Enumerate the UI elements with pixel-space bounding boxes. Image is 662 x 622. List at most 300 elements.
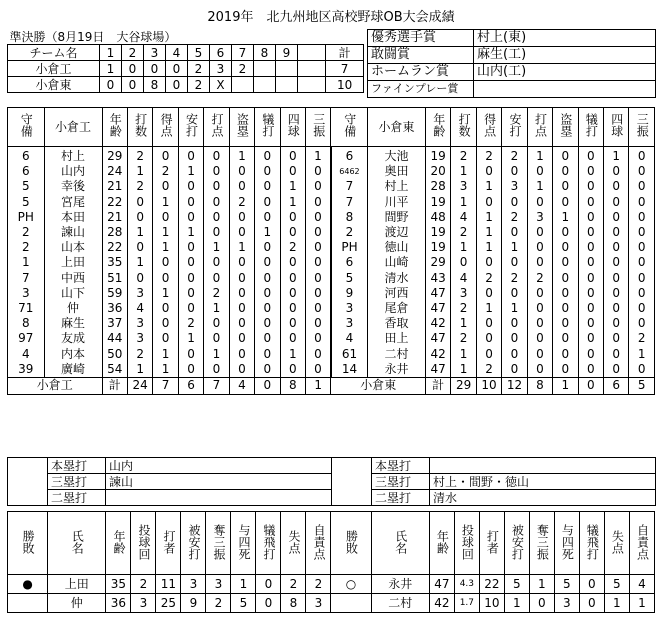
- stat-cell: 0: [229, 225, 254, 240]
- stat-cell: 1: [153, 362, 178, 378]
- player-name: 田上: [367, 331, 425, 346]
- pitching-header-sf: [579, 512, 604, 575]
- stat-cell: 2: [451, 147, 476, 165]
- stat-cell: 50: [102, 346, 127, 361]
- stat-cell: 0: [229, 255, 254, 270]
- position: 5: [331, 271, 368, 286]
- batting-header-ab-text: 打数: [457, 113, 472, 137]
- inning-score: 8: [144, 77, 166, 93]
- stat-cell: 0: [204, 147, 229, 165]
- stat-cell: 2: [204, 286, 229, 301]
- stat-cell: 19: [425, 240, 450, 255]
- stat-cell: 0: [229, 331, 254, 346]
- batting-header-runs-text: 得点: [482, 113, 497, 137]
- stat-cell: 0: [280, 301, 305, 316]
- stat-cell: 0: [153, 210, 178, 225]
- pitching-header-r-text: 失点: [286, 529, 301, 554]
- left-triple: 諫山: [106, 474, 332, 490]
- stat-cell: 0: [527, 301, 552, 316]
- stat-cell: 1: [280, 179, 305, 194]
- stat-cell: 1: [451, 316, 476, 331]
- stat-cell: 0: [502, 346, 527, 361]
- stat-cell: 47: [425, 286, 450, 301]
- pitching-stat: 3: [206, 575, 231, 594]
- batting-row: [8, 240, 655, 255]
- pitching-stat: 5: [504, 575, 529, 594]
- stat-cell: 0: [553, 346, 578, 361]
- player-name: 宮尾: [44, 195, 102, 210]
- position: PH: [331, 240, 368, 255]
- stat-cell: 0: [280, 225, 305, 240]
- stat-cell: 0: [553, 240, 578, 255]
- inning-score: 0: [166, 77, 188, 93]
- stat-cell: 0: [229, 210, 254, 225]
- pitching-stat: 42: [429, 594, 454, 613]
- total-header: 計: [326, 45, 364, 61]
- total-cell: 6: [604, 377, 629, 394]
- stat-cell: 0: [629, 179, 655, 194]
- stat-cell: 0: [178, 286, 203, 301]
- pitcher-name: 二村: [371, 594, 429, 613]
- stat-cell: 0: [553, 286, 578, 301]
- batting-header-bb-text: 四球: [609, 113, 624, 137]
- batting-row: [8, 346, 655, 361]
- stat-cell: 2: [127, 179, 152, 194]
- position: 97: [8, 331, 45, 346]
- stat-cell: 0: [604, 301, 629, 316]
- stat-cell: 29: [102, 147, 127, 165]
- player-name: 山崎: [367, 255, 425, 270]
- stat-cell: 0: [527, 195, 552, 210]
- stat-cell: 0: [255, 316, 280, 331]
- stat-cell: 19: [425, 225, 450, 240]
- inning-score: 2: [188, 61, 210, 77]
- stat-cell: 2: [502, 271, 527, 286]
- pitching-header-r: [604, 512, 629, 575]
- pitching-header-ip-text: 投球回: [136, 523, 151, 560]
- player-name: 内本: [44, 346, 102, 361]
- stat-cell: 0: [502, 316, 527, 331]
- batting-header-rbi-text: 打点: [209, 113, 224, 137]
- player-name: 渡辺: [367, 225, 425, 240]
- stat-cell: 0: [527, 331, 552, 346]
- stat-cell: 1: [153, 286, 178, 301]
- stat-cell: 2: [127, 346, 152, 361]
- batting-row: [8, 147, 655, 165]
- left-double: [106, 490, 332, 506]
- stat-cell: 0: [178, 210, 203, 225]
- stat-cell: 0: [153, 147, 178, 165]
- stat-cell: 0: [578, 195, 603, 210]
- stat-cell: 0: [553, 331, 578, 346]
- win-loss-mark: [331, 594, 371, 613]
- pitching-stat: 4: [629, 575, 654, 594]
- batting-row: [8, 195, 655, 210]
- stat-cell: 0: [629, 286, 655, 301]
- position: 2: [8, 240, 45, 255]
- stat-cell: 0: [178, 301, 203, 316]
- stat-cell: 1: [280, 346, 305, 361]
- pitching-header-h: [504, 512, 529, 575]
- batting-table: [7, 107, 655, 395]
- inning-score: 0: [100, 77, 122, 93]
- stat-cell: 0: [306, 210, 331, 225]
- inning-header: 1: [100, 45, 122, 61]
- player-name: 尾倉: [367, 301, 425, 316]
- stat-cell: 0: [629, 271, 655, 286]
- team-header: 小倉工: [44, 108, 102, 147]
- team-name: 小倉工: [8, 61, 100, 77]
- pitching-stat: 3: [554, 594, 579, 613]
- stat-cell: 0: [604, 179, 629, 194]
- pitching-header-sf-text: 犠飛打: [585, 523, 600, 560]
- total-cell: 29: [451, 377, 476, 394]
- stat-cell: 1: [127, 362, 152, 378]
- right-triple: 村上・間野・徳山: [430, 474, 656, 490]
- awards-table: [367, 29, 656, 98]
- stat-cell: 0: [306, 362, 331, 378]
- pitching-stat: 1: [529, 575, 554, 594]
- stat-cell: 1: [280, 195, 305, 210]
- batting-header-pos: [8, 108, 45, 147]
- stat-cell: 0: [280, 362, 305, 378]
- stat-cell: 0: [153, 179, 178, 194]
- stat-cell: 0: [476, 164, 501, 179]
- stat-cell: 0: [255, 362, 280, 378]
- player-name: 二村: [367, 346, 425, 361]
- stat-cell: 0: [527, 255, 552, 270]
- stat-cell: 0: [476, 286, 501, 301]
- pitching-header-bf-text: 打者: [485, 529, 500, 554]
- batting-header-sb: [229, 108, 254, 147]
- stat-cell: 4: [451, 210, 476, 225]
- stat-cell: 2: [153, 164, 178, 179]
- stat-cell: 1: [476, 179, 501, 194]
- pitching-header-sf: [256, 512, 281, 575]
- batting-header-hits-text: 安打: [184, 113, 199, 137]
- batting-header-ab: [451, 108, 476, 147]
- stat-cell: 1: [451, 362, 476, 378]
- pitching-stat: 2: [306, 575, 331, 594]
- stat-cell: 0: [476, 346, 501, 361]
- stat-cell: 44: [102, 331, 127, 346]
- inning-score: [232, 77, 254, 93]
- stat-cell: 0: [553, 271, 578, 286]
- batting-header-hits: [502, 108, 527, 147]
- inning-score: [254, 77, 276, 93]
- pitching-header-bb-text: 与四死: [236, 523, 251, 560]
- pitcher-name: 上田: [48, 575, 106, 594]
- pitching-stat: 1.7: [454, 594, 479, 613]
- inning-score: 0: [166, 61, 188, 77]
- player-name: 仲: [44, 301, 102, 316]
- position: 4: [331, 331, 368, 346]
- batting-header-runs: [476, 108, 501, 147]
- stat-cell: 0: [553, 255, 578, 270]
- stat-cell: 1: [502, 240, 527, 255]
- stat-cell: 0: [204, 225, 229, 240]
- pitching-stat: 35: [106, 575, 131, 594]
- inning-header: 7: [232, 45, 254, 61]
- batting-header-ab: [127, 108, 152, 147]
- pitcher-name: 仲: [48, 594, 106, 613]
- stat-cell: 0: [553, 147, 578, 165]
- pitching-header-bb-text: 与四死: [560, 523, 575, 560]
- spacer: [8, 490, 48, 506]
- stat-cell: 0: [255, 210, 280, 225]
- stat-cell: 0: [306, 301, 331, 316]
- position: 3: [331, 316, 368, 331]
- stat-cell: 35: [102, 255, 127, 270]
- spacer: [298, 77, 326, 93]
- pitching-table: [7, 511, 655, 613]
- stat-cell: 0: [578, 255, 603, 270]
- pitching-stat: 36: [106, 594, 131, 613]
- stat-cell: 0: [604, 240, 629, 255]
- position: 6: [8, 147, 45, 165]
- stat-cell: 0: [255, 301, 280, 316]
- stat-cell: 22: [102, 195, 127, 210]
- double-label: 二塁打: [372, 490, 430, 506]
- stat-cell: 37: [102, 316, 127, 331]
- stat-cell: 3: [527, 210, 552, 225]
- total-label: 計: [102, 377, 127, 394]
- stat-cell: 0: [178, 195, 203, 210]
- batting-header-so-text: 三振: [311, 113, 326, 137]
- pitching-stat: 2: [281, 575, 306, 594]
- stat-cell: 0: [280, 147, 305, 165]
- stat-cell: 21: [102, 210, 127, 225]
- stat-cell: 1: [127, 164, 152, 179]
- stat-cell: 47: [425, 362, 450, 378]
- stat-cell: 2: [451, 301, 476, 316]
- position: 7: [8, 271, 45, 286]
- spacer: [332, 490, 372, 506]
- pitching-header-er: [306, 512, 331, 575]
- team-header: 小倉東: [367, 108, 425, 147]
- win-loss-mark: ●: [8, 575, 48, 594]
- spacer: [332, 458, 372, 474]
- stat-cell: 0: [604, 164, 629, 179]
- batting-row: [8, 286, 655, 301]
- pitching-stat: 5: [604, 575, 629, 594]
- pitching-header-k: [206, 512, 231, 575]
- position: 5: [8, 179, 45, 194]
- stat-cell: 4: [127, 301, 152, 316]
- pitching-stat: 1: [231, 575, 256, 594]
- stat-cell: 0: [178, 362, 203, 378]
- stat-cell: 43: [425, 271, 450, 286]
- pitching-header-bb: [554, 512, 579, 575]
- stat-cell: 1: [229, 147, 254, 165]
- total-cell: 24: [127, 377, 152, 394]
- inning-score: [254, 61, 276, 77]
- pitching-stat: 0: [529, 594, 554, 613]
- pitching-stat: 0: [256, 575, 281, 594]
- position: 8: [8, 316, 45, 331]
- stat-cell: 0: [204, 179, 229, 194]
- stat-cell: 1: [476, 301, 501, 316]
- team-total: 7: [326, 61, 364, 77]
- stat-cell: 0: [578, 301, 603, 316]
- batting-row: [8, 164, 655, 179]
- batting-header-pos-text: 守備: [19, 113, 34, 137]
- player-name: 香取: [367, 316, 425, 331]
- batting-total-row: [8, 377, 655, 394]
- stat-cell: 0: [527, 225, 552, 240]
- pitching-header-bf: [156, 512, 181, 575]
- pitching-stat: 22: [479, 575, 504, 594]
- batting-header-pos-text: 守備: [342, 113, 357, 137]
- inning-header: 6: [210, 45, 232, 61]
- stat-cell: 1: [204, 240, 229, 255]
- pitching-header-er: [629, 512, 654, 575]
- stat-cell: 0: [629, 210, 655, 225]
- inning-header: 2: [122, 45, 144, 61]
- stat-cell: 0: [306, 271, 331, 286]
- batting-header-bb-text: 四球: [286, 113, 301, 137]
- total-cell: 1: [306, 377, 331, 394]
- stat-cell: 0: [306, 240, 331, 255]
- batting-row: [8, 316, 655, 331]
- player-name: 麻生: [44, 316, 102, 331]
- stat-cell: 0: [255, 240, 280, 255]
- stat-cell: 48: [425, 210, 450, 225]
- inning-score: 0: [122, 77, 144, 93]
- player-name: 奥田: [367, 164, 425, 179]
- total-cell: 10: [476, 377, 501, 394]
- pitching-stat: 3: [131, 594, 156, 613]
- stat-cell: 0: [502, 164, 527, 179]
- position: 6462: [331, 164, 368, 179]
- inning-score: 2: [232, 61, 254, 77]
- position: 2: [331, 225, 368, 240]
- batting-header-rbi: [527, 108, 552, 147]
- award-value: 山内(工): [474, 64, 656, 81]
- stat-cell: 0: [280, 164, 305, 179]
- player-name: 幸後: [44, 179, 102, 194]
- pitching-stat: 2: [206, 594, 231, 613]
- batting-header-so: [306, 108, 331, 147]
- stat-cell: 0: [578, 225, 603, 240]
- inning-score: [276, 61, 298, 77]
- stat-cell: 0: [306, 255, 331, 270]
- stat-cell: 0: [476, 331, 501, 346]
- position: 9: [331, 286, 368, 301]
- stat-cell: 0: [280, 271, 305, 286]
- stat-cell: 0: [629, 301, 655, 316]
- stat-cell: 0: [578, 164, 603, 179]
- stat-cell: 3: [451, 286, 476, 301]
- stat-cell: 1: [553, 210, 578, 225]
- stat-cell: 0: [553, 301, 578, 316]
- stat-cell: 0: [502, 225, 527, 240]
- stat-cell: 0: [604, 225, 629, 240]
- stat-cell: 0: [178, 240, 203, 255]
- inning-header: 9: [276, 45, 298, 61]
- team-total: 10: [326, 77, 364, 93]
- stat-cell: 0: [578, 240, 603, 255]
- batting-header-so: [629, 108, 655, 147]
- total-cell: 4: [229, 377, 254, 394]
- total-cell: 12: [502, 377, 527, 394]
- stat-cell: 1: [476, 210, 501, 225]
- player-name: 川平: [367, 195, 425, 210]
- pitching-header-k-text: 奪三振: [211, 523, 226, 560]
- stat-cell: 0: [629, 225, 655, 240]
- stat-cell: 0: [578, 210, 603, 225]
- position: 7: [331, 195, 368, 210]
- total-cell: 8: [527, 377, 552, 394]
- pitching-stat: 1: [604, 594, 629, 613]
- stat-cell: 0: [280, 286, 305, 301]
- stat-cell: 1: [604, 147, 629, 165]
- stat-cell: 0: [629, 362, 655, 378]
- award-value: 麻生(工): [474, 47, 656, 64]
- total-cell: 1: [553, 377, 578, 394]
- stat-cell: 0: [578, 179, 603, 194]
- pitching-header-k-text: 奪三振: [535, 523, 550, 560]
- batting-header-hits: [178, 108, 203, 147]
- stat-cell: 0: [229, 179, 254, 194]
- stat-cell: 0: [204, 316, 229, 331]
- batting-header-sac-text: 犠打: [584, 113, 599, 137]
- pitching-stat: 10: [479, 594, 504, 613]
- stat-cell: 2: [451, 225, 476, 240]
- player-name: 大池: [367, 147, 425, 165]
- stat-cell: 0: [204, 271, 229, 286]
- stat-cell: 0: [255, 147, 280, 165]
- pitching-header-ip: [131, 512, 156, 575]
- inning-score: 3: [210, 61, 232, 77]
- stat-cell: 0: [153, 255, 178, 270]
- left-hr: 山内: [106, 458, 332, 474]
- batting-row: [8, 301, 655, 316]
- pitching-header-r-text: 失点: [610, 529, 625, 554]
- stat-cell: 2: [502, 210, 527, 225]
- stat-cell: 0: [306, 164, 331, 179]
- stat-cell: 0: [502, 331, 527, 346]
- batting-header-age: [425, 108, 450, 147]
- batting-header-sac-text: 犠打: [260, 113, 275, 137]
- stat-cell: 0: [604, 362, 629, 378]
- triple-label: 三塁打: [48, 474, 106, 490]
- player-name: 廣崎: [44, 362, 102, 378]
- stat-cell: 0: [178, 147, 203, 165]
- position: 61: [331, 346, 368, 361]
- batting-row: [8, 210, 655, 225]
- batting-header-row: [8, 108, 655, 147]
- stat-cell: 0: [629, 240, 655, 255]
- position: 6: [331, 147, 368, 165]
- batting-row: [8, 225, 655, 240]
- pitching-header-row: [8, 512, 655, 575]
- stat-cell: 0: [127, 210, 152, 225]
- batting-header-sb: [553, 108, 578, 147]
- inning-header: 8: [254, 45, 276, 61]
- stat-cell: 51: [102, 271, 127, 286]
- stat-cell: 0: [306, 331, 331, 346]
- total-cell: 0: [578, 377, 603, 394]
- stat-cell: 2: [476, 362, 501, 378]
- pitching-row: [8, 575, 655, 594]
- stat-cell: 54: [102, 362, 127, 378]
- position: 4: [8, 346, 45, 361]
- stat-cell: 3: [127, 286, 152, 301]
- stat-cell: 0: [153, 301, 178, 316]
- pitching-stat: 3: [181, 575, 206, 594]
- stat-cell: 0: [204, 195, 229, 210]
